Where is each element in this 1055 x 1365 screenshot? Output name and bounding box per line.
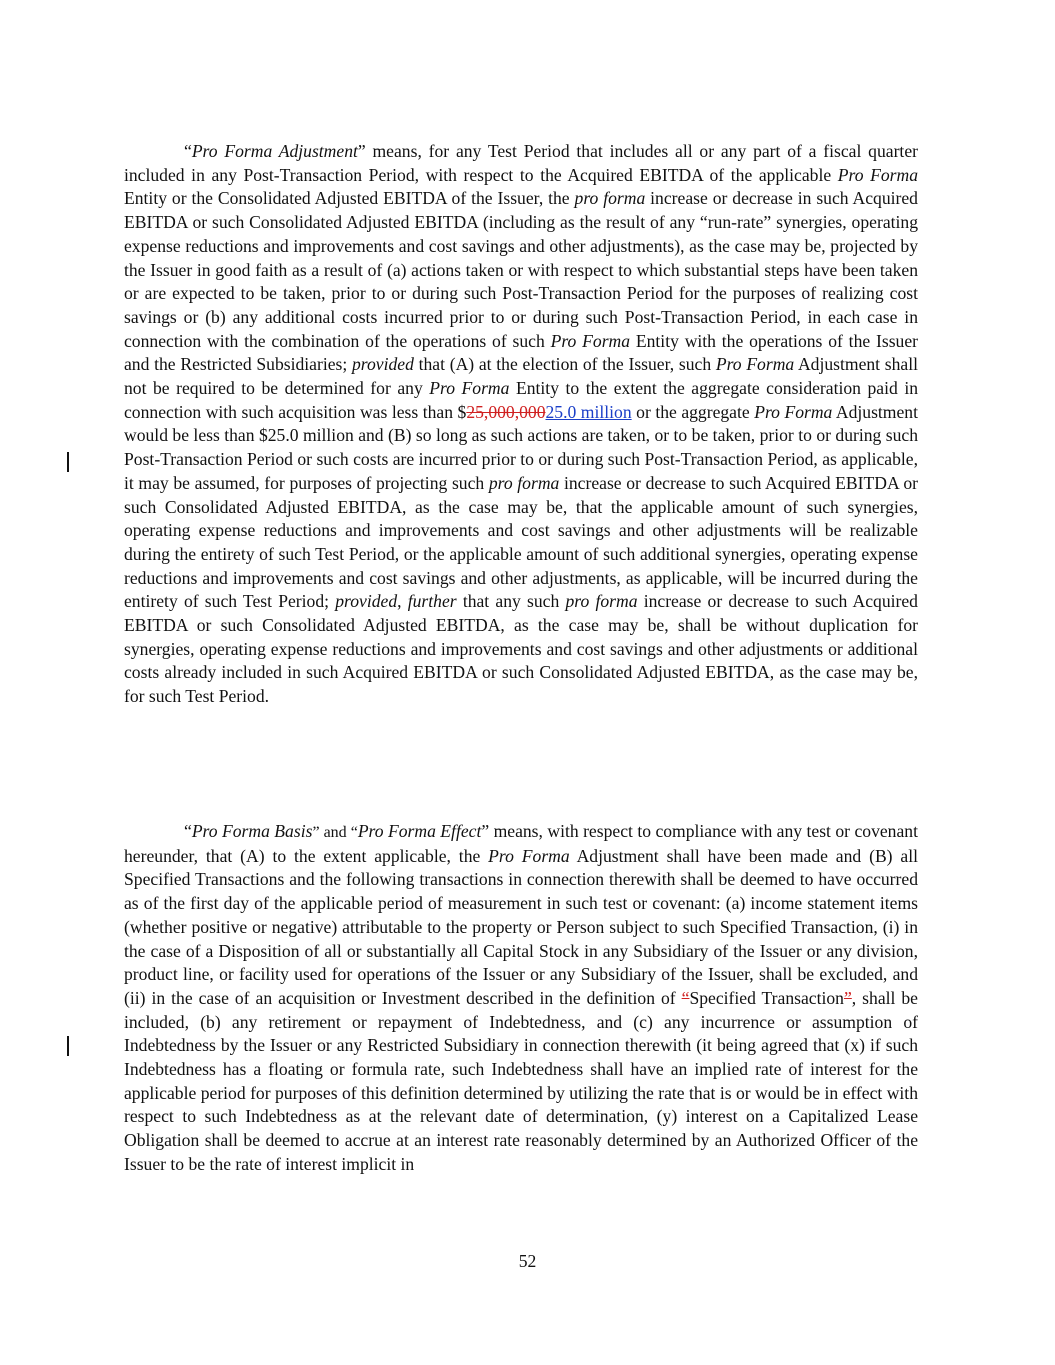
page-number: 52 <box>518 1251 537 1271</box>
defined-term: Pro Forma Effect <box>357 821 482 841</box>
change-bar <box>67 1036 69 1056</box>
change-bar <box>67 452 69 472</box>
pro-forma-basis-paragraph: “Pro Forma Basis” and “Pro Forma Effect” means, with respect to compliance with any test or covenant hereunder, that (A) to the extent applicable, the Pro Forma Adjustment shall have been made and (B) all Specified Transactions and the following transactions in connection therewith shall be deemed to have occurred as of the first day of the applicable period of measurement in such test or covenant: (a) income statement items (whether positive or negative) attributable to the property or Person subject to such Specified Transaction, (i) in the case of a Disposition of all or substantially all Capital Stock in any Subsidiary of the Issuer or any division, product line, or facility used for operations of the Issuer or any Subsidiary of the Issuer, shall be excluded, and (ii) in the case of an acquisition or Investment described in the definition of “Specified Transaction”, shall be included, (b) any retirement or repayment of Indebtedness, and (c) any incurrence or assumption of Indebtedness by the Issuer or any Restricted Subsidiary in connection therewith (it being agreed that (x) if such Indebtedness has a floating or formula rate, such Indebtedness shall have an implied rate of interest for the applicable period for purposes of this definition determined by utilizing the rate that is or would be in effect with respect to such Indebtedness as at the relevant date of determination, (y) interest on a Capitalized Lease Obligation shall be deemed to accrue at an interest rate reasonably determined by an Authorized Officer of the Issuer to be the rate of interest implicit in <box>124 821 918 1174</box>
inserted-amount: 25.0 million <box>545 401 632 422</box>
defined-term: Pro Forma Basis <box>191 821 313 841</box>
deleted-quote-close: ” <box>843 987 852 1008</box>
pro-forma-adjustment-paragraph: “Pro Forma Adjustment” means, for any Test Period that includes all or any part of a fiscal quarter included in any Post-Transaction Period, with respect to the Acquired EBITDA of the applicable Pro Forma Entity or the Consolidated Adjusted EBITDA of the Issuer, the pro forma increase or decrease in such Acquired EBITDA or such Consolidated Adjusted EBITDA (including as the result of any “run-rate” synergies, operating expense reductions and improvements and cost savings and other adjustments), as the case may be, projected by the Issuer in good faith as a result of (a) actions taken or with respect to which substantial steps have been taken or are expected to be taken, prior to or during such Post-Transaction Period for the purposes of realizing cost savings or (b) any additional costs incurred prior to or during such Post-Transaction Period, in each case in connection with the combination of the operations of such Pro Forma Entity with the operations of the Issuer and the Restricted Subsidiaries; provided that (A) at the election of the Issuer, such Pro Forma Adjustment shall not be required to be determined for any Pro Forma Entity to the extent the aggregate consideration paid in connection with such acquisition was less than $25,000,00025.0 million or the aggregate Pro Forma Adjustment would be less than $25.0 million and (B) so long as such actions are taken, or to be taken, prior to or during such Post-Transaction Period or such costs are incurred prior to or during such Post-Transaction Period, as applicable, it may be assumed, for purposes of projecting such pro forma increase or decrease to such Acquired EBITDA or such Consolidated Adjusted EBITDA, as the case may be, that the applicable amount of such synergies, operating expense reductions and improvements and cost savings and other adjustments will be realizable during the entirety of such Test Period, or the applicable amount of such additional synergies, operating expense reductions and improvements and cost savings and other adjustments, as applicable, will be incurred during the entirety of such Test Period; provided, further that any such pro forma increase or decrease to such Acquired EBITDA or such Consolidated Adjusted EBITDA, as the case may be, shall be without duplication for synergies, operating expense reductions and improvements and cost savings and other adjustments or additional costs already included in such Acquired EBITDA or such Consolidated Adjusted EBITDA, as the case may be, for such Test Period. <box>124 141 919 707</box>
deleted-amount: 25,000,000 <box>466 401 546 422</box>
quote-mark: “ <box>184 141 192 161</box>
defined-term: Pro Forma Adjustment <box>191 141 358 161</box>
deleted-quote-open: “ <box>681 987 690 1008</box>
